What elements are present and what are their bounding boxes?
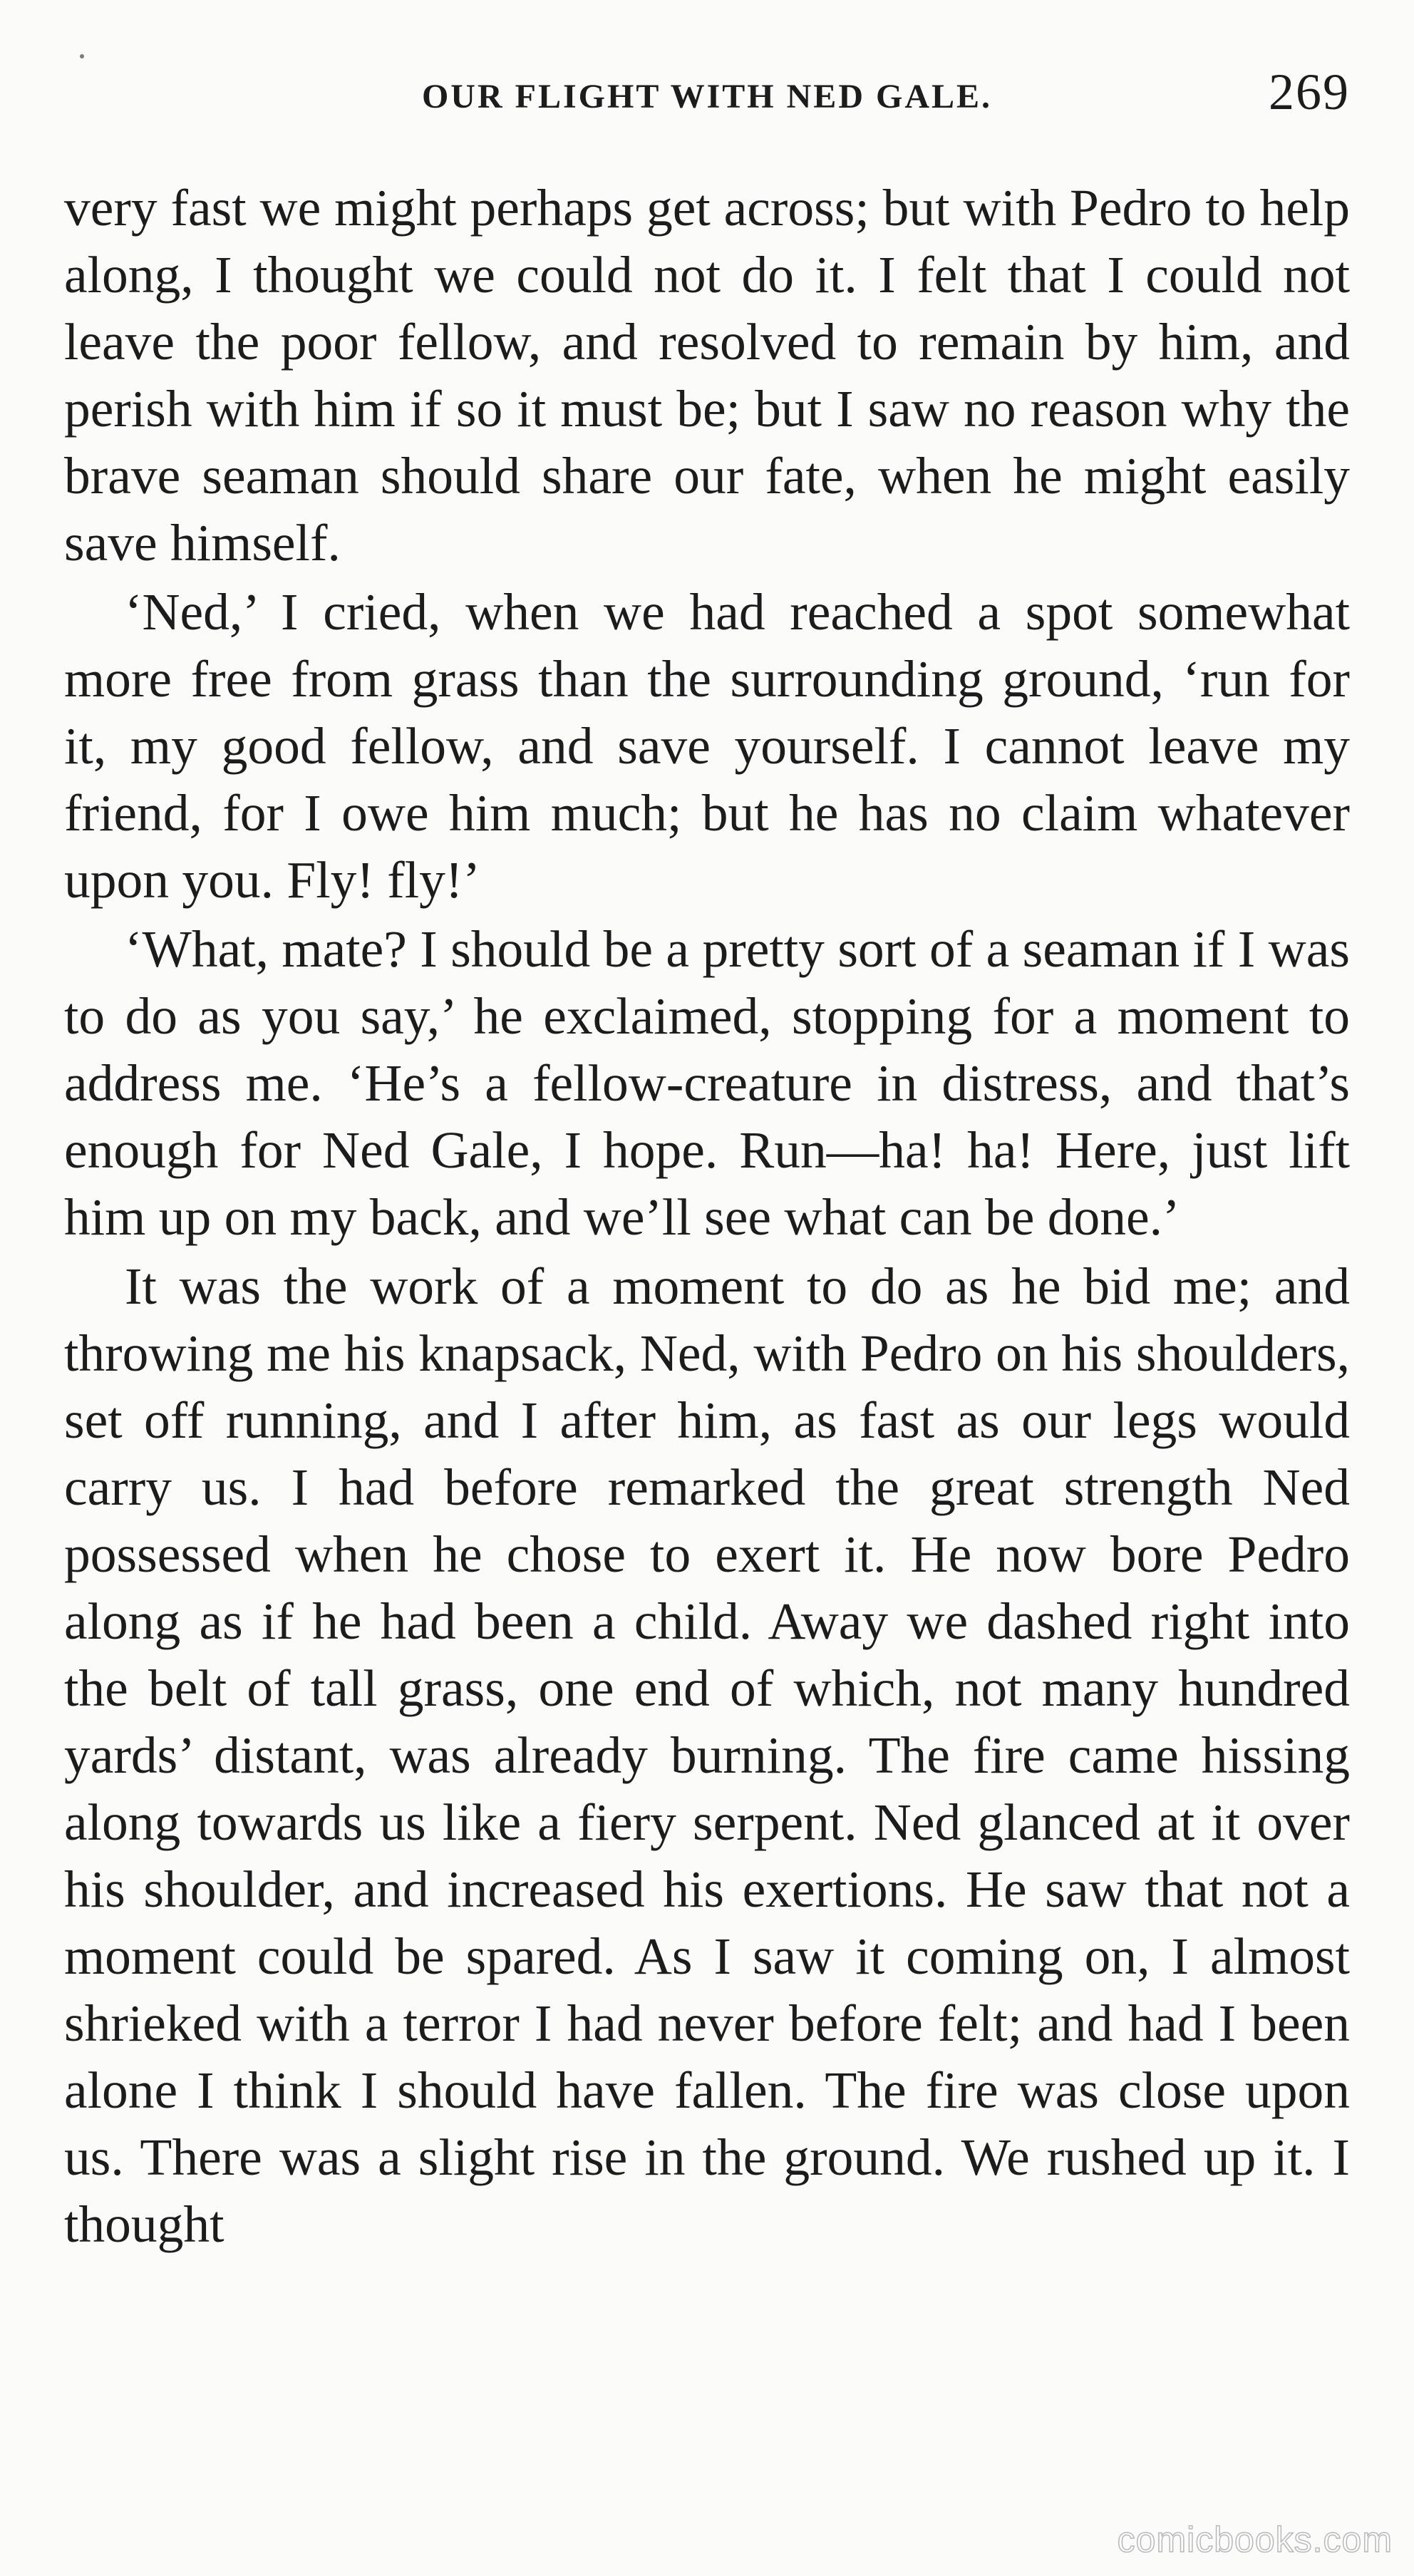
paragraph: ‘Ned,’ I cried, when we had reached a spot somewhat more free from grass than the surrounding ground, ‘run for it, my good fellow, and save yourself. I cannot leave my friend, for I owe him much; but he has no claim whatever upon you. Fly! fly!’ [64, 583, 1350, 909]
page-header [64, 63, 1350, 141]
page-number: 269 [1269, 63, 1350, 120]
paragraph: ‘What, mate? I should be a pretty sort of a seaman if I was to do as you say,’ he exclaimed, stopping for a moment to address me. ‘He’s a fellow-creature in distress, and that’s enough for Ned Gale, I hope. Run—ha! ha! Here, just lift him up on my back, and we’ll see what can be done.’ [64, 920, 1350, 1246]
paragraph-continued: very fast we might perhaps get across; but with Pedro to help along, I thought we could not do it. I felt that I could not leave the poor fellow, and resolved to remain by him, and perish with him if so it must be; but I saw no reason why the brave seaman should share our fate, when he might easily save himself. [64, 179, 1350, 572]
body-text [64, 175, 1350, 2258]
page-speck [80, 54, 84, 58]
paragraph: It was the work of a moment to do as he bid me; and throwing me his knapsack, Ned, with Pedro on his shoulders, set off running, and I after him, as fast as our legs would carry us. I had before remarked the great strength Ned possessed when he chose to exert it. He now bore Pedro along as if he had been a child. Away we dashed right into the belt of tall grass, one end of which, not many hundred yards’ distant, was already burning. The fire came hissing along towards us like a fiery serpent. Ned glanced at it over his shoulder, and increased his exertions. He saw that not a moment could be spared. As I saw it coming on, I almost shrieked with a terror I had never before felt; and had I been alone I think I should have fallen. The fire was close upon us. There was a slight rise in the ground. We rushed up it. I thought [64, 1257, 1350, 2253]
running-head: OUR FLIGHT WITH NED GALE. [421, 78, 993, 115]
watermark: comicbooks.com [1117, 2520, 1393, 2560]
